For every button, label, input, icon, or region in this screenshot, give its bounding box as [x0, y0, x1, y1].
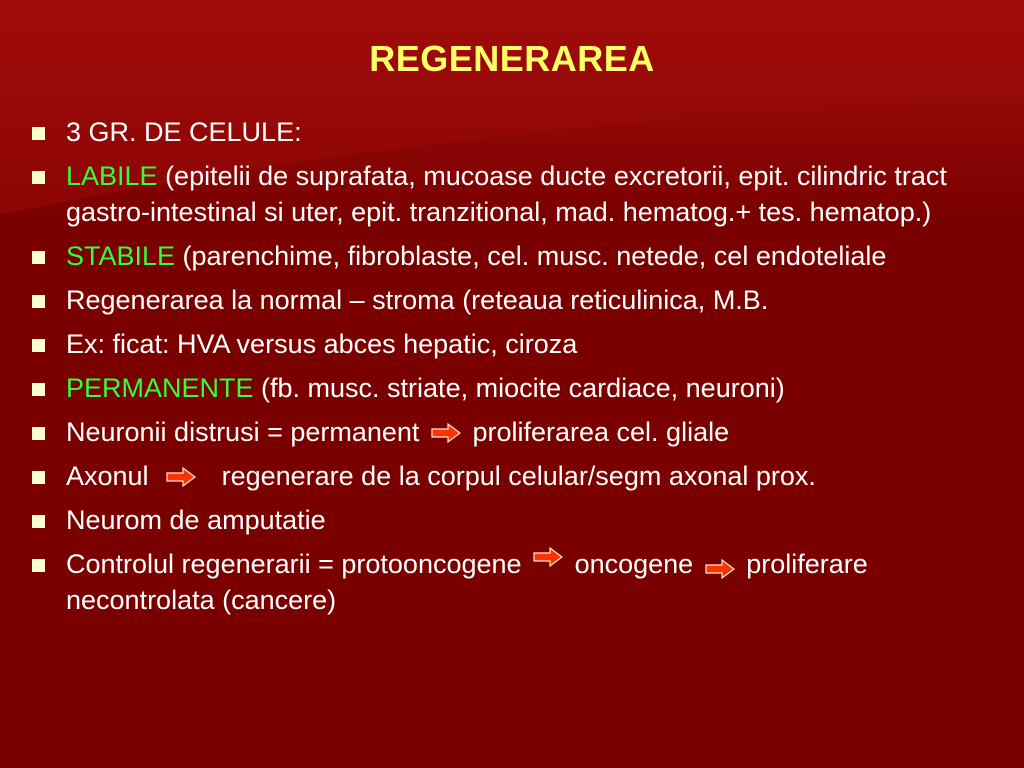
bullet-square-icon [32, 171, 45, 184]
bullet-text: Controlul regenerarii = protooncogene [66, 549, 522, 579]
bullet-text: (epitelii de suprafata, mucoase ducte excretorii, epit. cilindric tract gastro-intestinal si uter, epit. tranzitional, mad. hematog.+ tes. hematop.) [66, 161, 947, 227]
bullet-square-icon [32, 427, 45, 440]
bullet-list [30, 114, 1000, 626]
bullet-square-icon [32, 295, 45, 308]
bullet-square-icon [32, 559, 45, 572]
right-arrow-icon [705, 559, 735, 579]
bullet-square-icon [32, 339, 45, 352]
bullet-item [30, 158, 1000, 230]
bullet-item [30, 370, 1000, 406]
highlight-term: PERMANENTE [66, 373, 254, 403]
bullet-text: proliferarea cel. gliale [472, 417, 730, 447]
slide-title: REGENERAREA [369, 38, 655, 79]
bullet-text: Axonul [66, 461, 149, 491]
highlight-term: STABILE [66, 241, 176, 271]
bullet-item [30, 114, 1000, 150]
right-arrow-icon [166, 467, 196, 487]
bullet-square-icon [32, 127, 45, 140]
bullet-text: regenerare de la corpul celular/segm axonal prox. [221, 461, 816, 491]
bullet-item [30, 326, 1000, 362]
bullet-item [30, 546, 1000, 618]
bullet-square-icon [32, 471, 45, 484]
right-arrow-icon [533, 547, 563, 567]
bullet-square-icon [32, 383, 45, 396]
bullet-text: proliferare necontrolata (cancere) [66, 549, 868, 615]
bullet-text: Neuronii distrusi = permanent [66, 417, 420, 447]
highlight-term: LABILE [66, 161, 158, 191]
bullet-square-icon [32, 515, 45, 528]
bullet-text: oncogene [574, 549, 694, 579]
bullet-text: Regenerarea la normal – stroma (reteaua reticulinica, M.B. [66, 285, 769, 315]
bullet-text: (fb. musc. striate, miocite cardiace, neuroni) [253, 373, 785, 403]
bullet-square-icon [32, 251, 45, 264]
bullet-item [30, 282, 1000, 318]
bullet-item [30, 238, 1000, 274]
bullet-item [30, 502, 1000, 538]
bullet-text: Ex: ficat: HVA versus abces hepatic, ciroza [66, 329, 578, 359]
bullet-text: 3 GR. DE CELULE: [66, 117, 302, 147]
right-arrow-icon [431, 423, 461, 443]
bullet-item [30, 414, 1000, 450]
bullet-item [30, 458, 1000, 494]
bullet-text: Neurom de amputatie [66, 505, 326, 535]
bullet-text: (parenchime, fibroblaste, cel. musc. netede, cel endoteliale [175, 241, 887, 271]
